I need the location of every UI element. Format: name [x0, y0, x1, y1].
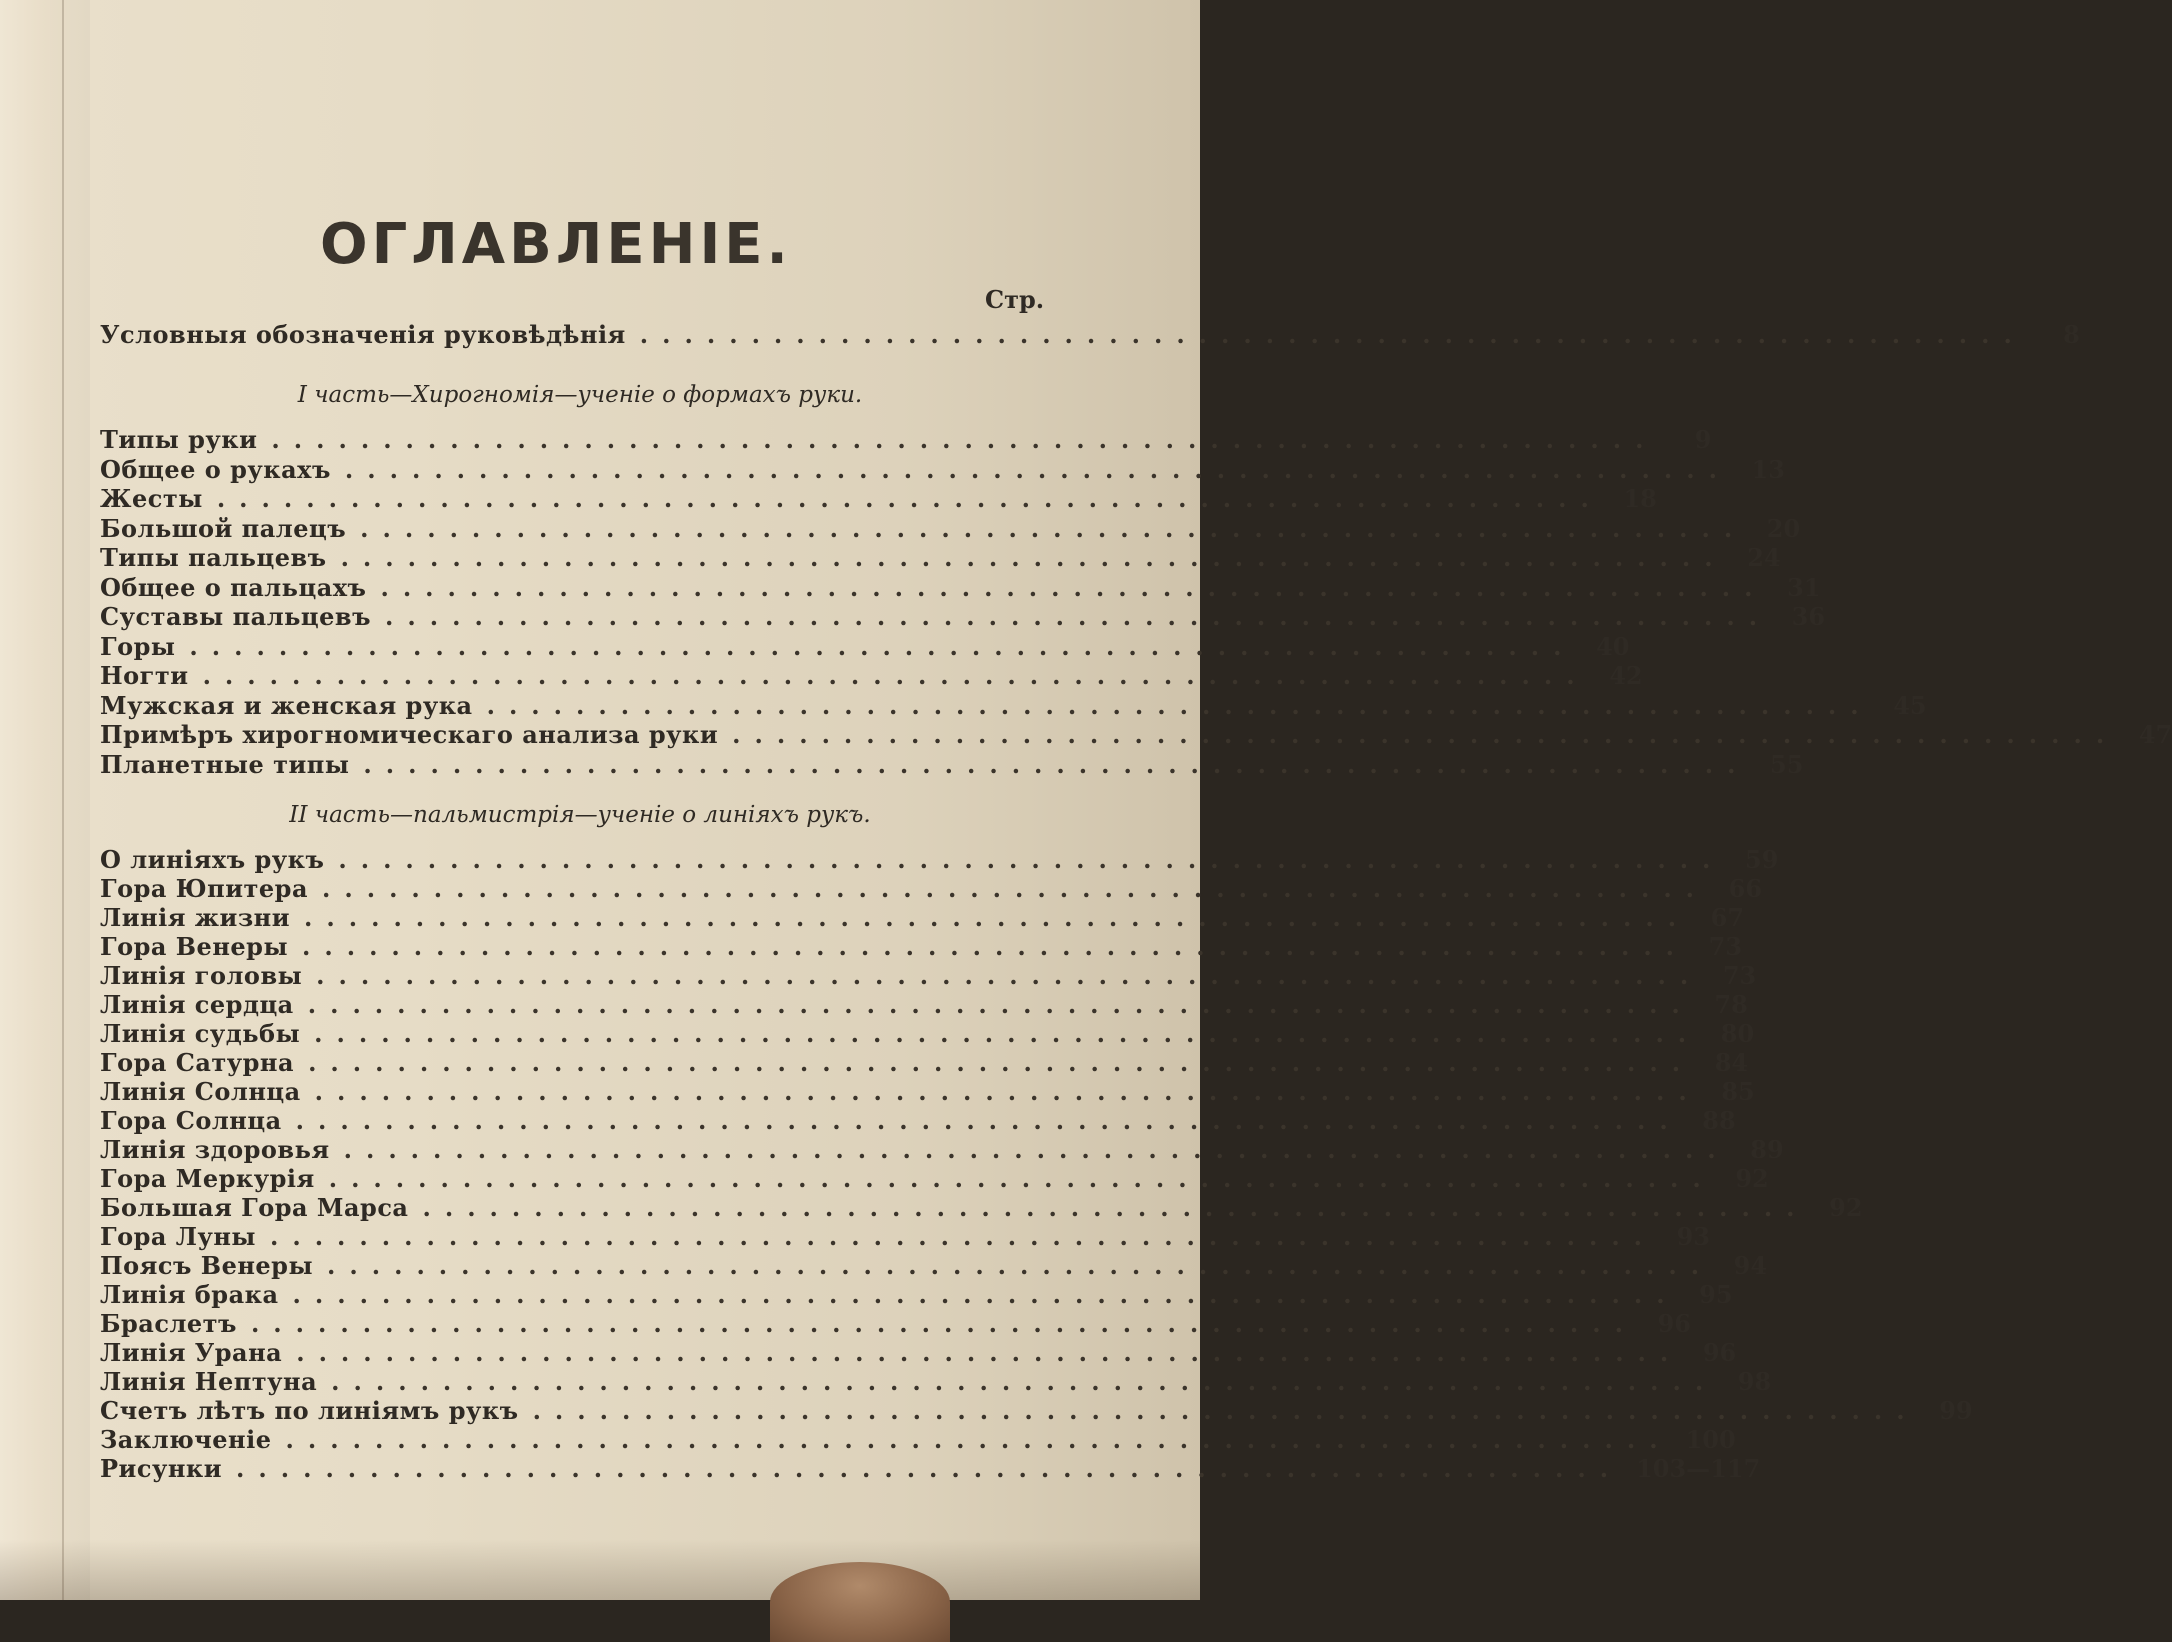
toc-entry-page: 78	[1714, 990, 1748, 1019]
toc-row	[100, 1077, 1755, 1107]
toc-row	[100, 1251, 1768, 1281]
toc-row-intro	[100, 320, 2080, 350]
dot-leader: ..............................................................	[732, 720, 2119, 749]
toc-entry-label: Типы руки	[100, 425, 258, 454]
toc-entry-page: 59	[1745, 845, 1779, 874]
toc-row	[100, 484, 1657, 514]
toc-entry-page: 73	[1708, 932, 1743, 961]
toc-entry-label: Общее о рукахъ	[100, 454, 331, 484]
dot-leader: ..............................................................	[363, 749, 1750, 779]
dot-leader: ..............................................................	[302, 932, 1689, 961]
toc-entry-label: Линія брака	[100, 1280, 279, 1309]
toc-entry-page: 88	[1702, 1106, 1736, 1135]
toc-entry-page: 31	[1787, 572, 1821, 602]
toc-entry-page: 94	[1733, 1251, 1768, 1280]
toc-row	[100, 572, 1821, 603]
dot-leader: ..............................................................	[639, 320, 2026, 349]
toc-entry-label: Линія сердца	[100, 990, 294, 1019]
dot-leader: ..............................................................	[380, 572, 1767, 602]
toc-entry-label: Браслетъ	[100, 1309, 237, 1338]
dot-leader: ..............................................................	[327, 1251, 1714, 1280]
toc-entry-page: 100	[1685, 1425, 1736, 1454]
toc-entry-page: 67	[1710, 903, 1745, 932]
toc-entry-page: 8	[2063, 320, 2080, 349]
toc-row	[100, 932, 1743, 962]
spine-shadow	[0, 0, 90, 1600]
toc-entry-label: Ногти	[100, 661, 189, 690]
dot-leader: ..............................................................	[328, 1164, 1715, 1193]
toc-row	[100, 454, 1785, 485]
dot-leader: ..............................................................	[314, 1019, 1701, 1048]
toc-entry-label: О линіяхъ рукъ	[100, 845, 325, 874]
toc-row	[100, 1454, 1761, 1484]
toc-row	[100, 990, 1748, 1020]
toc-entry-page: 84	[1714, 1048, 1749, 1077]
toc-entry-page: 66	[1728, 874, 1763, 903]
toc-entry-page: 99	[1939, 1396, 1973, 1425]
toc-entry-label: Счетъ лѣтъ по линіямъ рукъ	[100, 1396, 519, 1425]
toc-entry-page: 103—117	[1636, 1454, 1761, 1483]
toc-row	[100, 961, 1757, 991]
toc-entry-label: Гора Венеры	[100, 932, 288, 961]
toc-row	[100, 1222, 1711, 1252]
dot-leader: ..............................................................	[344, 454, 1731, 484]
toc-entry-label: Поясъ Венеры	[100, 1251, 314, 1280]
toc-entry-label: Большой палецъ	[100, 513, 347, 543]
toc-row	[100, 1396, 1973, 1426]
dot-leader: ..............................................................	[292, 1280, 1679, 1309]
toc-row	[100, 1338, 1737, 1368]
toc-row	[100, 1193, 1863, 1223]
toc-entry-label: Линія здоровья	[100, 1135, 330, 1164]
part1-heading: I часть—Хирогномія—ученіе о формахъ руки.	[297, 382, 863, 408]
toc-entry-page: 47	[2138, 720, 2172, 749]
toc-entry-label: Гора Солнца	[100, 1106, 282, 1135]
thumb-image	[770, 1562, 950, 1642]
toc-row	[100, 1048, 1749, 1078]
dot-leader: ..............................................................	[340, 543, 1727, 572]
dot-leader: ..............................................................	[250, 1309, 1637, 1338]
toc-entry-label: Планетные типы	[100, 749, 350, 779]
toc-entry-label: Линія Урана	[100, 1338, 283, 1367]
toc-row	[100, 1019, 1755, 1049]
toc-entry-label: Мужская и женская рука	[100, 690, 473, 720]
toc-row	[100, 749, 1804, 780]
toc-entry-page: 92	[1735, 1164, 1769, 1193]
dot-leader: ..............................................................	[269, 1222, 1657, 1251]
dot-leader: ..............................................................	[216, 484, 1603, 513]
dot-leader: ..............................................................	[296, 1338, 1683, 1367]
toc-row	[100, 903, 1745, 933]
toc-row	[100, 631, 1630, 662]
toc-row	[100, 661, 1643, 691]
bottom-shadow	[0, 1540, 1200, 1600]
toc-row	[100, 874, 1763, 904]
toc-entry-label: Общее о пальцахъ	[100, 572, 367, 602]
page-column-label: Стр.	[985, 285, 1045, 314]
toc-row	[100, 425, 1712, 455]
dot-leader: ..............................................................	[532, 1396, 1919, 1425]
toc-entry-label: Условныя обозначенія руковѣдѣнія	[100, 320, 626, 349]
page-edge	[62, 0, 64, 1600]
toc-row	[100, 543, 1781, 573]
toc-entry-page: 55	[1770, 749, 1804, 779]
toc-row	[100, 690, 1927, 721]
dot-leader: ..............................................................	[307, 990, 1694, 1019]
toc-entry-label: Гора Юпитера	[100, 874, 308, 903]
dot-leader: ..............................................................	[271, 425, 1658, 454]
toc-entry-page: 45	[1893, 690, 1927, 720]
dot-leader: ..............................................................	[189, 631, 1576, 661]
dot-leader: ..............................................................	[304, 903, 1691, 932]
dot-leader: ..............................................................	[322, 874, 1709, 903]
toc-entry-label: Суставы пальцевъ	[100, 602, 372, 631]
toc-entry-page: 18	[1623, 484, 1657, 513]
toc-row	[100, 602, 1826, 632]
toc-entry-label: Жесты	[100, 484, 203, 513]
toc-entry-page: 93	[1676, 1222, 1711, 1251]
toc-entry-page: 42	[1609, 661, 1643, 690]
dot-leader: ..............................................................	[385, 602, 1772, 631]
toc-row	[100, 1164, 1769, 1194]
toc-entry-page: 73	[1722, 961, 1757, 990]
toc-entry-label: Линія Нептуна	[100, 1367, 318, 1396]
toc-row	[100, 845, 1779, 875]
dot-leader: ..............................................................	[236, 1454, 1623, 1483]
toc-entry-label: Большая Гора Марса	[100, 1193, 409, 1222]
toc-row	[100, 513, 1801, 544]
dot-leader: ..............................................................	[295, 1106, 1682, 1135]
toc-entry-label: Горы	[100, 631, 176, 661]
toc-entry-page: 20	[1766, 513, 1801, 543]
toc-entry-page: 96	[1657, 1309, 1691, 1338]
dot-leader: ..............................................................	[338, 845, 1725, 874]
toc-row	[100, 1135, 1784, 1165]
toc-row	[100, 1367, 1772, 1397]
dot-leader: ..............................................................	[314, 1077, 1701, 1106]
toc-entry-label: Линія жизни	[100, 903, 291, 932]
toc-row	[100, 1309, 1691, 1339]
toc-entry-page: 13	[1751, 454, 1785, 484]
dot-leader: ..............................................................	[331, 1367, 1718, 1396]
toc-entry-page: 40	[1596, 631, 1630, 661]
dot-leader: ..............................................................	[316, 961, 1703, 990]
toc-entry-page: 98	[1737, 1367, 1772, 1396]
dot-leader: ..............................................................	[486, 690, 1873, 720]
toc-entry-page: 85	[1721, 1077, 1755, 1106]
toc-row	[100, 1280, 1733, 1310]
toc-entry-label: Примѣръ хирогномическаго анализа руки	[100, 720, 719, 749]
toc-entry-label: Типы пальцевъ	[100, 543, 327, 572]
toc-entry-label: Заключеніе	[100, 1425, 272, 1454]
toc-entry-page: 80	[1720, 1019, 1755, 1048]
toc-entry-page: 96	[1702, 1338, 1737, 1367]
toc-entry-label: Гора Луны	[100, 1222, 256, 1251]
toc-entry-label: Гора Меркурія	[100, 1164, 315, 1193]
toc-entry-page: 36	[1791, 602, 1826, 631]
toc-entry-label: Линія Солнца	[100, 1077, 301, 1106]
dot-leader: ..............................................................	[308, 1048, 1695, 1077]
toc-entry-page: 89	[1750, 1135, 1784, 1164]
toc-entry-label: Рисунки	[100, 1454, 223, 1483]
page-title: ОГЛАВЛЕНІЕ.	[320, 212, 792, 277]
toc-entry-label: Линія головы	[100, 961, 303, 990]
dot-leader: ..............................................................	[360, 513, 1747, 543]
toc-entry-page: 9	[1694, 425, 1712, 454]
toc-entry-page: 24	[1747, 543, 1781, 572]
toc-entry-page: 95	[1699, 1280, 1733, 1309]
toc-entry-label: Гора Сатурна	[100, 1048, 295, 1077]
toc-entry-page: 92	[1829, 1193, 1863, 1222]
toc-row	[100, 1425, 1736, 1455]
dot-leader: ..............................................................	[285, 1425, 1672, 1454]
dot-leader: ..............................................................	[202, 661, 1589, 690]
part2-heading: II часть—пальмистрія—ученіе о линіяхъ рукъ.	[289, 802, 871, 828]
toc-row	[100, 1106, 1736, 1136]
dot-leader: ..............................................................	[422, 1193, 1809, 1222]
dot-leader: ..............................................................	[343, 1135, 1730, 1164]
toc-entry-label: Линія судьбы	[100, 1019, 301, 1048]
toc-row	[100, 720, 2172, 750]
